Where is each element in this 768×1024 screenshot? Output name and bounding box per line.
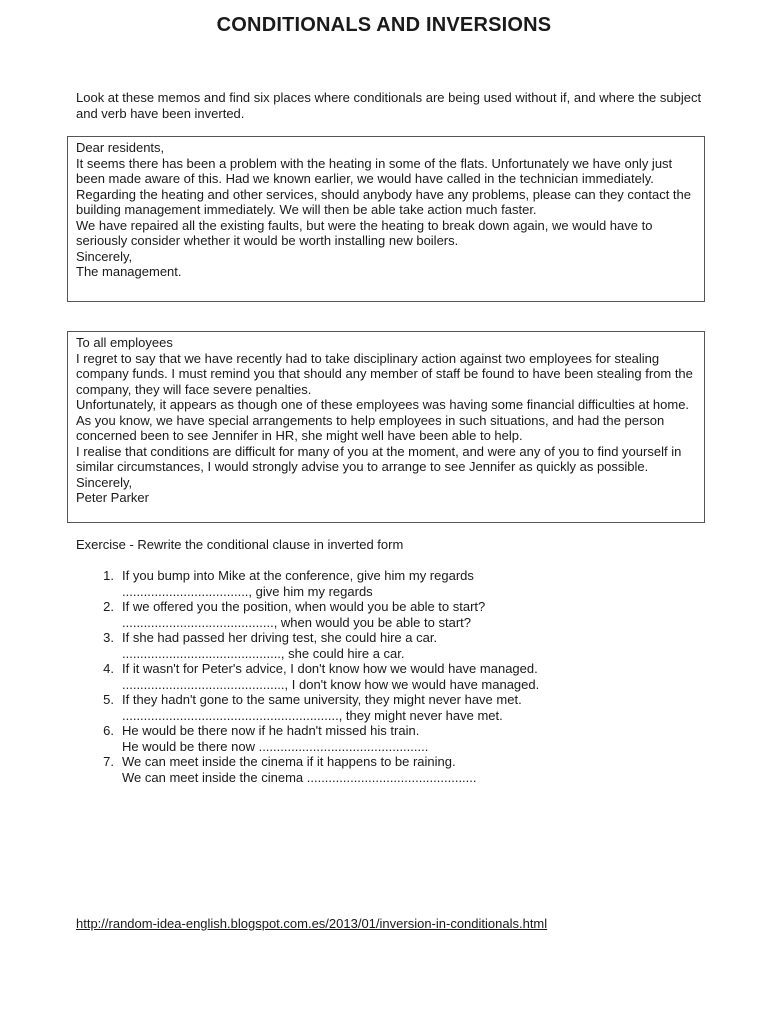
memo-line: We have repaired all the existing faults, but were the heating to break down again, we would have to seriously consider whether it would be worth installing new boilers. bbox=[76, 217, 653, 248]
intro-instructions: Look at these memos and find six places where conditionals are being used without if, and where the subject and verb have been inverted. bbox=[76, 90, 702, 121]
source-url-link[interactable]: http://random-idea-english.blogspot.com.es/2013/01/inversion-in-conditionals.html bbox=[76, 916, 548, 931]
memo-signature: Peter Parker bbox=[76, 490, 149, 505]
item-number: 4. bbox=[103, 661, 114, 676]
memo-line: It seems there has been a problem with the heating in some of the flats. Unfortunately we have only just been made aware of this. Had we known earlier, we would have called in the technician immediately. bbox=[76, 155, 673, 186]
item-prompt: We can meet inside the cinema if it happens to be raining. bbox=[122, 754, 456, 769]
memo-residents bbox=[67, 136, 705, 302]
memo-signature: The management. bbox=[76, 264, 182, 279]
memo-line: I regret to say that we have recently had to take disciplinary action against two employees for stealing company funds. I must remind you that should any member of staff be found to have been stealing from the company, they will face severe penalties. bbox=[76, 350, 693, 397]
exercise-heading: Exercise - Rewrite the conditional clause in inverted form bbox=[76, 537, 404, 552]
item-answer-line: We can meet inside the cinema ............................................... bbox=[122, 769, 477, 785]
item-answer-line: ............................................., I don't know how we would have managed. bbox=[122, 676, 540, 692]
memo-line: Regarding the heating and other services, should anybody have any problems, please can they contact the building management immediately. We will then be able take action much faster. bbox=[76, 186, 692, 217]
exercise-list bbox=[96, 568, 716, 785]
exercise-item bbox=[96, 661, 716, 692]
page-title: CONDITIONALS AND INVERSIONS bbox=[216, 14, 552, 36]
item-answer-line: He would be there now ............................................... bbox=[122, 738, 429, 754]
memo-line: Unfortunately, it appears as though one of these employees was having some financial difficulties at home. As you know, we have special arrangements to help employees in such situations, and had the person concerned been to see Jennifer in HR, she might well have been able to help. bbox=[76, 397, 690, 443]
exercise-item bbox=[96, 754, 716, 785]
item-number: 1. bbox=[103, 568, 114, 583]
memo-line: I realise that conditions are difficult for many of you at the moment, and were any of you to find yourself in similar circumstances, I would strongly advise you to arrange to see Jennifer as quickly as possible. bbox=[76, 443, 682, 474]
item-prompt: If you bump into Mike at the conference, give him my regards bbox=[122, 568, 474, 583]
item-number: 7. bbox=[103, 754, 114, 769]
item-number: 3. bbox=[103, 630, 114, 645]
item-answer-line: ............................................................, they might never have met. bbox=[122, 707, 503, 723]
memo-employees bbox=[67, 331, 705, 523]
item-answer-line: ............................................, she could hire a car. bbox=[122, 645, 405, 661]
item-answer-line: ..................................., give him my regards bbox=[122, 583, 373, 599]
item-prompt: He would be there now if he hadn't missed his train. bbox=[122, 723, 420, 738]
item-number: 2. bbox=[103, 599, 114, 614]
item-number: 6. bbox=[103, 723, 114, 738]
item-prompt: If they hadn't gone to the same university, they might never have met. bbox=[122, 692, 522, 707]
exercise-item bbox=[96, 723, 716, 754]
exercise-item bbox=[96, 692, 716, 723]
item-answer-line: .........................................., when would you be able to start? bbox=[122, 614, 471, 630]
exercise-item bbox=[96, 630, 716, 661]
item-prompt: If she had passed her driving test, she could hire a car. bbox=[122, 630, 438, 645]
memo-line: Sincerely, bbox=[76, 248, 133, 264]
exercise-item bbox=[96, 599, 716, 630]
item-prompt: If we offered you the position, when would you be able to start? bbox=[122, 599, 486, 614]
memo-line: Dear residents, bbox=[76, 140, 165, 155]
item-prompt: If it wasn't for Peter's advice, I don't know how we would have managed. bbox=[122, 661, 538, 676]
exercise-item bbox=[96, 568, 716, 599]
memo-line: Sincerely, bbox=[76, 474, 133, 490]
memo-line: To all employees bbox=[76, 335, 173, 350]
item-number: 5. bbox=[103, 692, 114, 707]
